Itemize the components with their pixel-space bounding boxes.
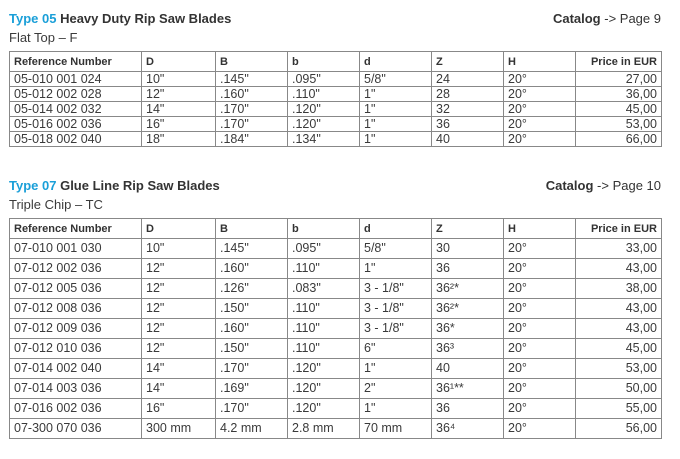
- cell-b-upper: .169": [216, 379, 288, 399]
- cell-b-upper: .170": [216, 102, 288, 117]
- section-type-05: [9, 11, 661, 147]
- cell-bore-d: 1": [360, 117, 432, 132]
- table-header-row: [10, 219, 662, 239]
- cell-b-lower: .095": [288, 239, 360, 259]
- table-row: [10, 419, 662, 439]
- cell-b-upper: .150": [216, 299, 288, 319]
- catalog-page: -> Page 10: [597, 178, 661, 193]
- cell-z: 24: [432, 72, 504, 87]
- cell-z: 36²*: [432, 279, 504, 299]
- cell-b-lower: .083": [288, 279, 360, 299]
- cell-z: 36¹**: [432, 379, 504, 399]
- cell-price: 43,00: [576, 299, 662, 319]
- cell-z: 36: [432, 117, 504, 132]
- cell-h: 20°: [504, 359, 576, 379]
- column-header-d: D: [142, 52, 216, 72]
- cell-h: 20°: [504, 72, 576, 87]
- table-row: [10, 132, 662, 147]
- cell-reference-number: 07-010 001 030: [10, 239, 142, 259]
- cell-d: 12": [142, 259, 216, 279]
- column-header-bore-d: d: [360, 219, 432, 239]
- subtitle: Flat Top – F: [9, 30, 78, 45]
- title-text: Heavy Duty Rip Saw Blades: [60, 11, 232, 26]
- cell-price: 43,00: [576, 319, 662, 339]
- cell-z: 36²*: [432, 299, 504, 319]
- cell-b-upper: .145": [216, 72, 288, 87]
- cell-price: 45,00: [576, 339, 662, 359]
- cell-z: 28: [432, 87, 504, 102]
- cell-z: 36: [432, 259, 504, 279]
- cell-z: 36*: [432, 319, 504, 339]
- catalog-reference: [546, 178, 661, 193]
- table-row: [10, 399, 662, 419]
- cell-b-lower: .110": [288, 319, 360, 339]
- cell-bore-d: 1": [360, 399, 432, 419]
- section-title: [9, 178, 220, 193]
- cell-d: 18": [142, 132, 216, 147]
- cell-d: 12": [142, 319, 216, 339]
- column-header-b-upper: B: [216, 219, 288, 239]
- cell-reference-number: 07-014 003 036: [10, 379, 142, 399]
- cell-d: 12": [142, 87, 216, 102]
- column-header-d: D: [142, 219, 216, 239]
- cell-b-upper: .170": [216, 117, 288, 132]
- cell-reference-number: 07-012 010 036: [10, 339, 142, 359]
- cell-d: 12": [142, 279, 216, 299]
- cell-reference-number: 07-012 008 036: [10, 299, 142, 319]
- table-row: [10, 299, 662, 319]
- cell-b-lower: .110": [288, 259, 360, 279]
- cell-z: 36: [432, 399, 504, 419]
- cell-b-upper: .170": [216, 359, 288, 379]
- cell-reference-number: 07-012 009 036: [10, 319, 142, 339]
- cell-d: 14": [142, 102, 216, 117]
- cell-h: 20°: [504, 102, 576, 117]
- cell-d: 300 mm: [142, 419, 216, 439]
- cell-h: 20°: [504, 339, 576, 359]
- cell-bore-d: 70 mm: [360, 419, 432, 439]
- cell-d: 14": [142, 379, 216, 399]
- cell-price: 50,00: [576, 379, 662, 399]
- catalog-label: Catalog: [552, 11, 601, 26]
- cell-b-lower: .120": [288, 379, 360, 399]
- cell-d: 10": [142, 72, 216, 87]
- cell-reference-number: 07-012 005 036: [10, 279, 142, 299]
- cell-price: 36,00: [576, 87, 662, 102]
- table-row: [10, 379, 662, 399]
- cell-b-upper: .170": [216, 399, 288, 419]
- cell-h: 20°: [504, 279, 576, 299]
- subtitle: Triple Chip – TC: [9, 197, 103, 212]
- column-header-z: Z: [432, 219, 504, 239]
- column-header-h: H: [504, 52, 576, 72]
- cell-d: 16": [142, 117, 216, 132]
- cell-d: 10": [142, 239, 216, 259]
- cell-price: 55,00: [576, 399, 662, 419]
- cell-bore-d: 1": [360, 132, 432, 147]
- type-label: Type 05: [9, 11, 57, 26]
- cell-b-upper: .145": [216, 239, 288, 259]
- table-row: [10, 359, 662, 379]
- cell-price: 53,00: [576, 117, 662, 132]
- product-table: [9, 218, 662, 439]
- cell-price: 27,00: [576, 72, 662, 87]
- cell-bore-d: 3 - 1/8": [360, 279, 432, 299]
- cell-bore-d: 5/8": [360, 239, 432, 259]
- cell-h: 20°: [504, 132, 576, 147]
- table-row: [10, 319, 662, 339]
- cell-z: 36³: [432, 339, 504, 359]
- column-header-price: Price in EUR: [576, 219, 662, 239]
- column-header-reference-number: Reference Number: [10, 52, 142, 72]
- cell-b-lower: .095": [288, 72, 360, 87]
- cell-b-lower: .110": [288, 87, 360, 102]
- cell-b-upper: .126": [216, 279, 288, 299]
- table-row: [10, 117, 662, 132]
- cell-b-upper: .150": [216, 339, 288, 359]
- cell-d: 12": [142, 299, 216, 319]
- cell-bore-d: 3 - 1/8": [360, 319, 432, 339]
- column-header-price: Price in EUR: [576, 52, 662, 72]
- cell-price: 43,00: [576, 259, 662, 279]
- cell-h: 20°: [504, 399, 576, 419]
- column-header-bore-d: d: [360, 52, 432, 72]
- cell-bore-d: 1": [360, 102, 432, 117]
- title-text: Glue Line Rip Saw Blades: [60, 178, 220, 193]
- catalog-label: Catalog: [545, 178, 594, 193]
- table-header-row: [10, 52, 662, 72]
- column-header-b-lower: b: [288, 52, 360, 72]
- cell-z: 40: [432, 359, 504, 379]
- table-row: [10, 339, 662, 359]
- cell-d: 14": [142, 359, 216, 379]
- catalog-page: -> Page 9: [604, 11, 661, 26]
- cell-reference-number: 05-010 001 024: [10, 72, 142, 87]
- cell-d: 16": [142, 399, 216, 419]
- cell-h: 20°: [504, 117, 576, 132]
- table-row: [10, 279, 662, 299]
- cell-b-lower: .120": [288, 117, 360, 132]
- cell-reference-number: 07-300 070 036: [10, 419, 142, 439]
- cell-h: 20°: [504, 319, 576, 339]
- cell-reference-number: 07-012 002 036: [10, 259, 142, 279]
- column-header-b-lower: b: [288, 219, 360, 239]
- cell-h: 20°: [504, 259, 576, 279]
- cell-b-lower: .110": [288, 339, 360, 359]
- cell-price: 45,00: [576, 102, 662, 117]
- cell-b-upper: .160": [216, 87, 288, 102]
- cell-price: 66,00: [576, 132, 662, 147]
- cell-price: 56,00: [576, 419, 662, 439]
- catalog-reference: [553, 11, 661, 26]
- column-header-z: Z: [432, 52, 504, 72]
- cell-h: 20°: [504, 419, 576, 439]
- cell-bore-d: 1": [360, 259, 432, 279]
- cell-d: 12": [142, 339, 216, 359]
- table-row: [10, 259, 662, 279]
- cell-h: 20°: [504, 379, 576, 399]
- cell-b-lower: 2.8 mm: [288, 419, 360, 439]
- cell-price: 53,00: [576, 359, 662, 379]
- cell-z: 30: [432, 239, 504, 259]
- cell-reference-number: 05-018 002 040: [10, 132, 142, 147]
- cell-bore-d: 1": [360, 87, 432, 102]
- column-header-h: H: [504, 219, 576, 239]
- cell-b-lower: .110": [288, 299, 360, 319]
- table-row: [10, 239, 662, 259]
- cell-b-upper: .184": [216, 132, 288, 147]
- cell-b-lower: .120": [288, 399, 360, 419]
- cell-h: 20°: [504, 87, 576, 102]
- cell-b-upper: .160": [216, 319, 288, 339]
- table-row: [10, 87, 662, 102]
- cell-price: 38,00: [576, 279, 662, 299]
- table-row: [10, 72, 662, 87]
- cell-reference-number: 07-014 002 040: [10, 359, 142, 379]
- cell-reference-number: 05-014 002 032: [10, 102, 142, 117]
- column-header-reference-number: Reference Number: [10, 219, 142, 239]
- cell-bore-d: 5/8": [360, 72, 432, 87]
- cell-h: 20°: [504, 239, 576, 259]
- table-row: [10, 102, 662, 117]
- section-type-07: [9, 178, 661, 439]
- cell-b-lower: .134": [288, 132, 360, 147]
- cell-z: 36⁴: [432, 419, 504, 439]
- product-table: [9, 51, 662, 147]
- cell-h: 20°: [504, 299, 576, 319]
- cell-bore-d: 2": [360, 379, 432, 399]
- cell-bore-d: 3 - 1/8": [360, 299, 432, 319]
- cell-bore-d: 6": [360, 339, 432, 359]
- cell-reference-number: 07-016 002 036: [10, 399, 142, 419]
- cell-z: 40: [432, 132, 504, 147]
- section-title: [9, 11, 231, 26]
- cell-b-upper: .160": [216, 259, 288, 279]
- cell-reference-number: 05-012 002 028: [10, 87, 142, 102]
- cell-price: 33,00: [576, 239, 662, 259]
- cell-bore-d: 1": [360, 359, 432, 379]
- cell-b-lower: .120": [288, 359, 360, 379]
- cell-b-lower: .120": [288, 102, 360, 117]
- cell-z: 32: [432, 102, 504, 117]
- cell-reference-number: 05-016 002 036: [10, 117, 142, 132]
- cell-b-upper: 4.2 mm: [216, 419, 288, 439]
- type-label: Type 07: [9, 178, 57, 193]
- column-header-b-upper: B: [216, 52, 288, 72]
